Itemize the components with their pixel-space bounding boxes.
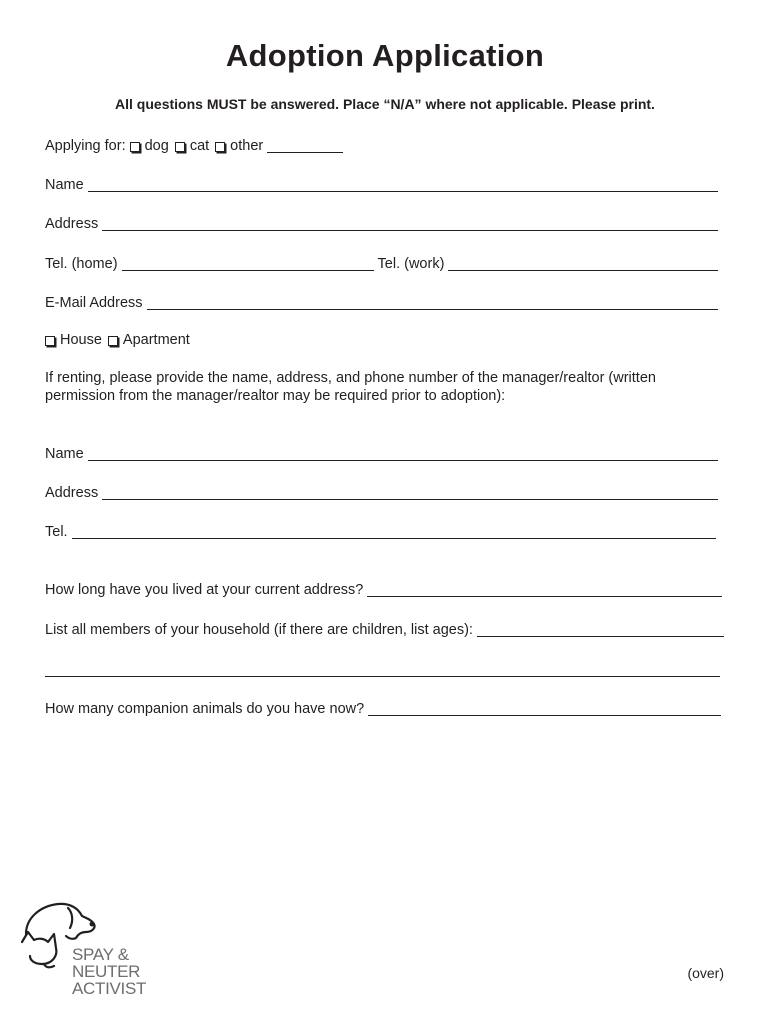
household-continued-line[interactable] xyxy=(45,661,720,677)
email-label: E-Mail Address xyxy=(45,295,143,311)
logo-line-3: ACTIVIST xyxy=(72,979,147,998)
manager-address-row xyxy=(45,482,718,502)
option-house[interactable] xyxy=(45,332,102,349)
how-long-label: How long have you lived at your current address? xyxy=(45,582,364,598)
manager-name-label: Name xyxy=(45,446,84,462)
name-row xyxy=(45,174,718,194)
option-cat[interactable] xyxy=(175,138,209,155)
instructions: All questions MUST be answered. Place “N/A” where not applicable. Please print. xyxy=(115,96,655,112)
name-label: Name xyxy=(45,177,84,193)
logo-line-2: NEUTER xyxy=(72,962,141,981)
option-apartment[interactable] xyxy=(108,332,190,349)
address-row xyxy=(45,213,718,233)
option-other[interactable] xyxy=(215,138,263,155)
dog-label: dog xyxy=(144,138,169,154)
manager-address-label: Address xyxy=(45,485,99,501)
tel-work-line[interactable] xyxy=(448,255,718,271)
how-long-row xyxy=(45,579,722,599)
house-label: House xyxy=(60,332,102,348)
apartment-label: Apartment xyxy=(122,332,190,348)
applying-for-label: Applying for: xyxy=(45,138,126,154)
manager-tel-line[interactable] xyxy=(72,523,716,539)
household-row xyxy=(45,619,724,639)
animals-label: How many companion animals do you have now? xyxy=(45,701,365,717)
renting-note: If renting, please provide the name, address, and phone number of the manager/realtor (written permission from the manager/realtor may be required prior to adoption): xyxy=(45,370,656,404)
manager-address-line[interactable] xyxy=(102,484,718,500)
household-label: List all members of your household (if there are children, list ages): xyxy=(45,622,473,638)
other-checkbox[interactable] xyxy=(215,142,225,152)
email-line[interactable] xyxy=(147,294,718,310)
other-label: other xyxy=(230,138,264,154)
address-label: Address xyxy=(45,216,99,232)
logo-line-1: SPAY & xyxy=(72,945,129,964)
applying-for-row xyxy=(45,135,385,155)
tel-home-line[interactable] xyxy=(122,255,374,271)
name-line[interactable] xyxy=(88,176,718,192)
spay-neuter-activist-logo xyxy=(20,898,180,1008)
manager-name-row xyxy=(45,443,718,463)
apartment-checkbox[interactable] xyxy=(108,336,118,346)
logo-wordmark xyxy=(72,946,146,997)
how-long-line[interactable] xyxy=(367,581,722,597)
address-line[interactable] xyxy=(102,215,718,231)
animals-line[interactable] xyxy=(368,700,721,716)
page-title: Adoption Application xyxy=(225,38,545,73)
cat-checkbox[interactable] xyxy=(175,142,185,152)
house-checkbox[interactable] xyxy=(45,336,55,346)
manager-name-line[interactable] xyxy=(88,445,718,461)
over-note: (over) xyxy=(687,965,724,981)
option-dog[interactable] xyxy=(130,138,169,155)
telephone-row xyxy=(45,253,718,273)
tel-home-label: Tel. (home) xyxy=(45,256,118,272)
household-continued-row xyxy=(45,659,720,679)
other-specify-line[interactable] xyxy=(267,137,343,153)
residence-row xyxy=(45,329,345,349)
email-row xyxy=(45,292,718,312)
tel-work-label: Tel. (work) xyxy=(377,256,445,272)
household-line[interactable] xyxy=(477,621,724,637)
dog-checkbox[interactable] xyxy=(130,142,140,152)
manager-tel-label: Tel. xyxy=(45,524,68,540)
cat-label: cat xyxy=(189,138,210,154)
manager-tel-row xyxy=(45,521,716,541)
animals-row xyxy=(45,698,721,718)
